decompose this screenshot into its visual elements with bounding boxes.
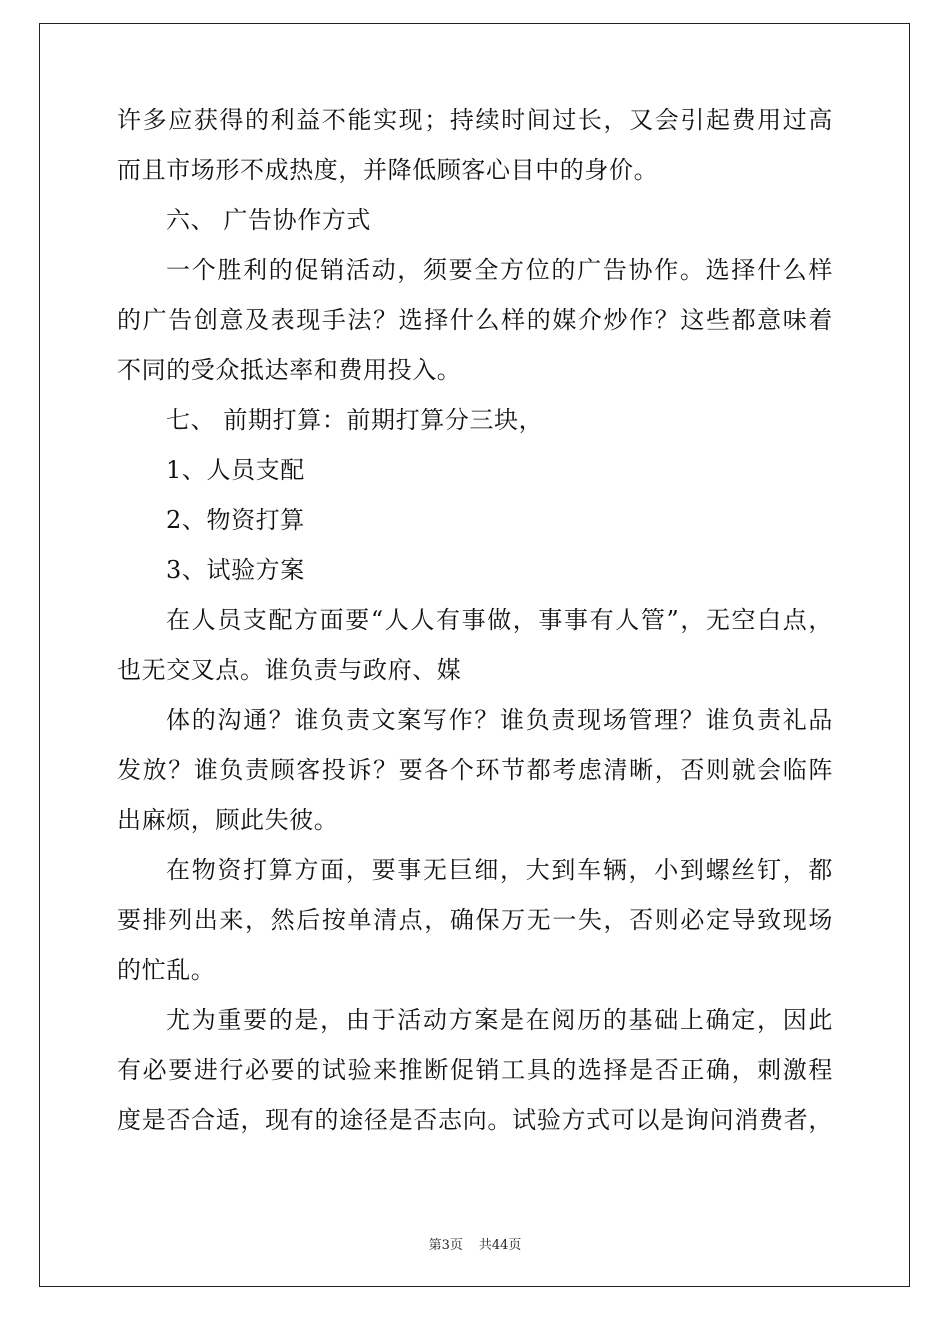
text-line: 也无交叉点。谁负责与政府、媒: [117, 656, 462, 684]
page-number-current: 第3页: [428, 1238, 463, 1253]
text-line: 不同的受众抵达率和费用投入。: [117, 356, 462, 384]
text-line: 有必要进行必要的试验来推断促销工具的选择是否正确，刺激程: [117, 1056, 833, 1084]
text-line: 而且市场形不成热度，并降低顾客心目中的身价。: [117, 156, 659, 184]
text-line: 体的沟通？谁负责文案写作？谁负责现场管理？谁负责礼品: [166, 706, 833, 734]
list-item: 3、试验方案: [166, 556, 305, 584]
text-line: 的忙乱。: [117, 956, 216, 984]
text-line: 发放？谁负责顾客投诉？要各个环节都考虑清晰，否则就会临阵: [117, 756, 833, 784]
text-line: 一个胜利的促销活动，须要全方位的广告协作。选择什么样: [166, 256, 833, 284]
text-line: 的广告创意及表现手法？选择什么样的媒介炒作？这些都意味着: [117, 306, 833, 334]
document-body: [117, 95, 833, 1145]
section-heading: 七、 前期打算：前期打算分三块，: [166, 406, 544, 434]
text-line: 许多应获得的利益不能实现；持续时间过长，又会引起费用过高: [117, 106, 833, 134]
text-line: 出麻烦，顾此失彼。: [117, 806, 339, 834]
text-line: 要排列出来，然后按单清点，确保万无一失，否则必定导致现场: [117, 906, 833, 934]
section-heading: 六、 广告协作方式: [166, 206, 372, 234]
page-number-total: 共44页: [478, 1238, 522, 1253]
text-line: 度是否合适，现有的途径是否志向。试验方式可以是询问消费者，: [117, 1106, 833, 1134]
text-line: 尤为重要的是，由于活动方案是在阅历的基础上确定，因此: [166, 1006, 833, 1034]
list-item: 1、人员支配: [166, 456, 305, 484]
list-item: 2、物资打算: [166, 506, 305, 534]
text-line: 在物资打算方面，要事无巨细，大到车辆，小到螺丝钉，都: [166, 856, 833, 884]
text-line: 在人员支配方面要“人人有事做，事事有人管”，无空白点，: [166, 606, 833, 634]
page-footer: [0, 1234, 950, 1253]
